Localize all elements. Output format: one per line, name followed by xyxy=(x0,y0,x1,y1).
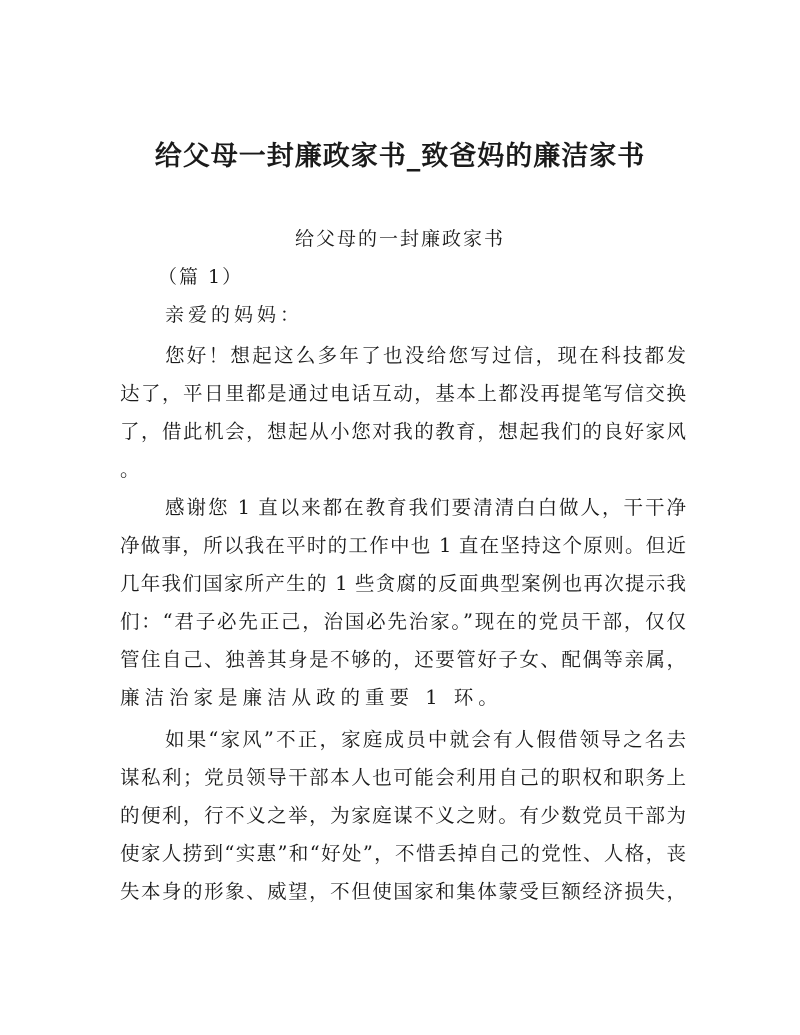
text-line: 。 xyxy=(120,458,145,481)
text-line: 管住自己、独善其身是不够的，还要管好子女、配偶等亲属， xyxy=(120,648,686,671)
text-line: 谋私利；党员领导干部本人也可能会利用自己的职权和职务上 xyxy=(120,766,686,789)
paragraph-3 xyxy=(120,721,686,911)
text-line: 几年我们国家所产生的 1 些贪腐的反面典型案例也再次提示我 xyxy=(120,572,686,595)
text-line: 净做事，所以我在平时的工作中也 1 直在坚持这个原则。但近 xyxy=(120,534,686,557)
text-line: 失本身的形象、威望，不但使国家和集体蒙受巨额经济损失， xyxy=(120,880,686,903)
text-line: 了，借此机会，想起从小您对我的教育，想起我们的良好家风 xyxy=(120,420,686,443)
paragraph-2 xyxy=(120,489,686,717)
text-line: 使家人捞到“实惠”和“好处”，不惜丢掉自己的党性、人格，丧 xyxy=(120,842,686,865)
section-label: （篇 1） xyxy=(158,266,244,288)
text-line: 达了，平日里都是通过电话互动，基本上都没再提笔写信交换 xyxy=(120,382,686,405)
paragraph-1 xyxy=(120,337,686,489)
document-title: 给父母一封廉政家书_致爸妈的廉洁家书 xyxy=(154,141,646,172)
text-line: 的便利，行不义之举，为家庭谋不义之财。有少数党员干部为 xyxy=(120,804,686,827)
text-line: 们：“君子必先正己，治国必先治家。”现在的党员干部，仅仅 xyxy=(120,610,686,633)
salutation: 亲爱的妈妈： xyxy=(165,304,304,326)
document-subtitle: 给父母的一封廉政家书 xyxy=(294,228,505,250)
text-line: 如果“家风”不正，家庭成员中就会有人假借领导之名去 xyxy=(165,728,686,751)
text-line: 感谢您 1 直以来都在教育我们要清清白白做人，干干净 xyxy=(165,496,686,519)
text-line: 廉洁治家是廉洁从政的重要 1 环。 xyxy=(120,686,503,709)
text-line: 您好！想起这么多年了也没给您写过信，现在科技都发 xyxy=(165,344,686,367)
